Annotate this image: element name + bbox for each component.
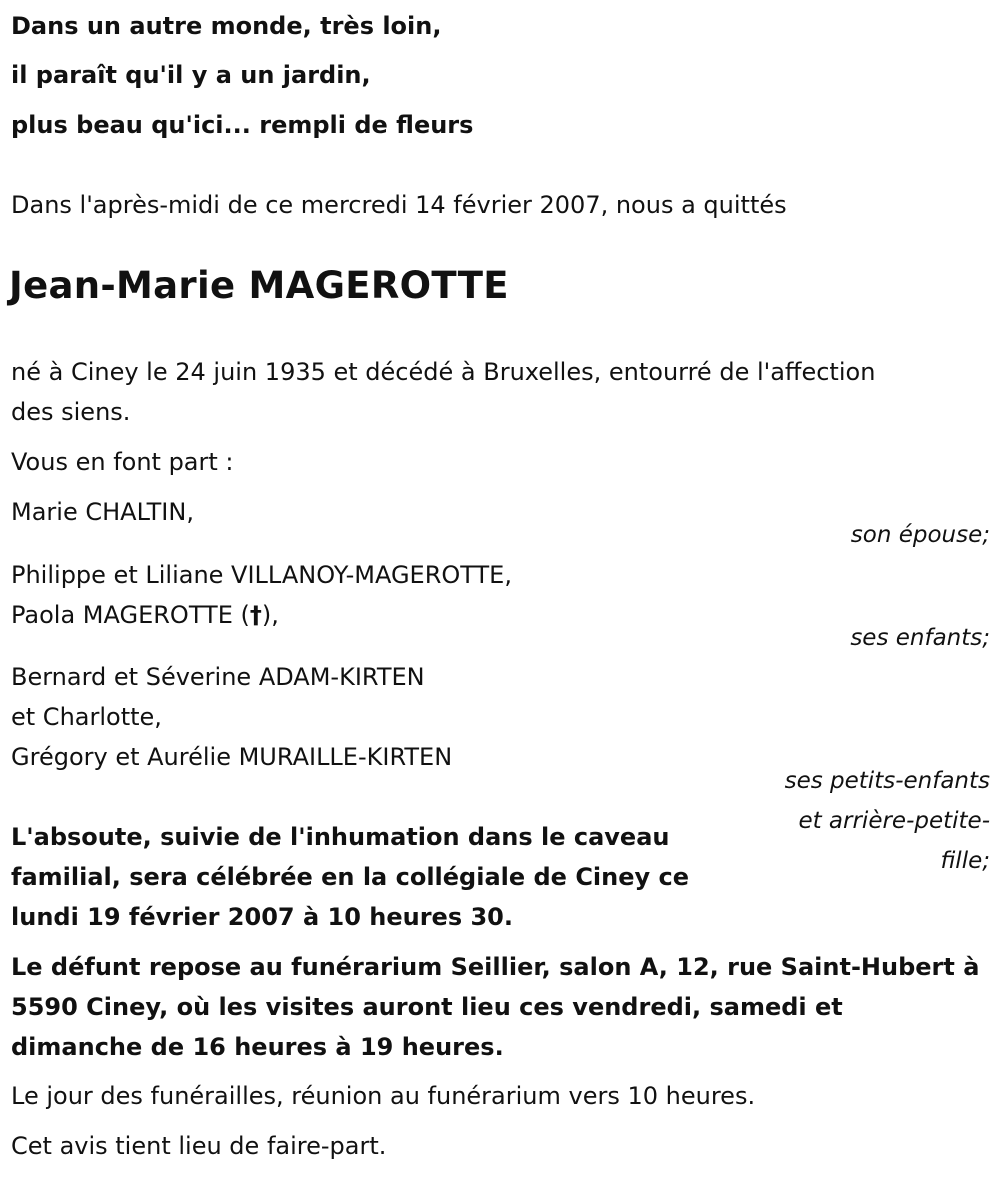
birth-death-line-2: des siens. (11, 398, 131, 426)
deceased-name: Jean-Marie MAGEROTTE (9, 264, 509, 307)
grandchildren-line-3: Grégory et Aurélie MURAILLE-KIRTEN (11, 743, 453, 771)
closing-text: Cet avis tient lieu de faire-part. (11, 1132, 387, 1160)
meeting-text: Le jour des funérailles, réunion au funérarium vers 10 heures. (11, 1082, 756, 1110)
birth-death-line-1: né à Ciney le 24 juin 1935 et décédé à Bruxelles, entourré de l'affection (11, 358, 876, 386)
children-line-2-post: ), (261, 601, 279, 629)
intro-text: Dans l'après-midi de ce mercredi 14 février 2007, nous a quittés (11, 191, 787, 219)
poem-line-3: plus beau qu'ici... rempli de fleurs (11, 111, 474, 139)
cross-symbol: † (249, 601, 262, 629)
grandchildren-role-2: et arrière-petite- (798, 808, 990, 834)
funeral-home-line-3: dimanche de 16 heures à 19 heures. (11, 1033, 504, 1061)
children-line-2-pre: Paola MAGEROTTE ( (11, 601, 250, 629)
children-role: ses enfants; (850, 625, 990, 651)
ceremony-line-3: lundi 19 février 2007 à 10 heures 30. (11, 903, 513, 931)
spouse-name: Marie CHALTIN, (11, 498, 194, 526)
grandchildren-line-2: et Charlotte, (11, 703, 162, 731)
grandchildren-role-1: ses petits-enfants (784, 768, 990, 794)
funeral-home-line-2: 5590 Ciney, où les visites auront lieu ces vendredi, samedi et (11, 993, 843, 1021)
children-line-2 (11, 595, 279, 635)
poem-line-2: il paraît qu'il y a un jardin, (11, 61, 371, 89)
grandchildren-line-1: Bernard et Séverine ADAM-KIRTEN (11, 663, 425, 691)
spouse-role: son épouse; (850, 522, 990, 548)
ceremony-line-2: familial, sera célébrée en la collégiale de Ciney ce (11, 863, 690, 891)
children-line-1: Philippe et Liliane VILLANOY-MAGEROTTE, (11, 561, 512, 589)
announce-text: Vous en font part : (11, 448, 234, 476)
grandchildren-role-3: fille; (940, 848, 990, 874)
poem-line-1: Dans un autre monde, très loin, (11, 12, 442, 40)
ceremony-line-1: L'absoute, suivie de l'inhumation dans le caveau (11, 823, 670, 851)
funeral-home-line-1: Le défunt repose au funérarium Seillier, salon A, 12, rue Saint-Hubert à (11, 953, 980, 981)
